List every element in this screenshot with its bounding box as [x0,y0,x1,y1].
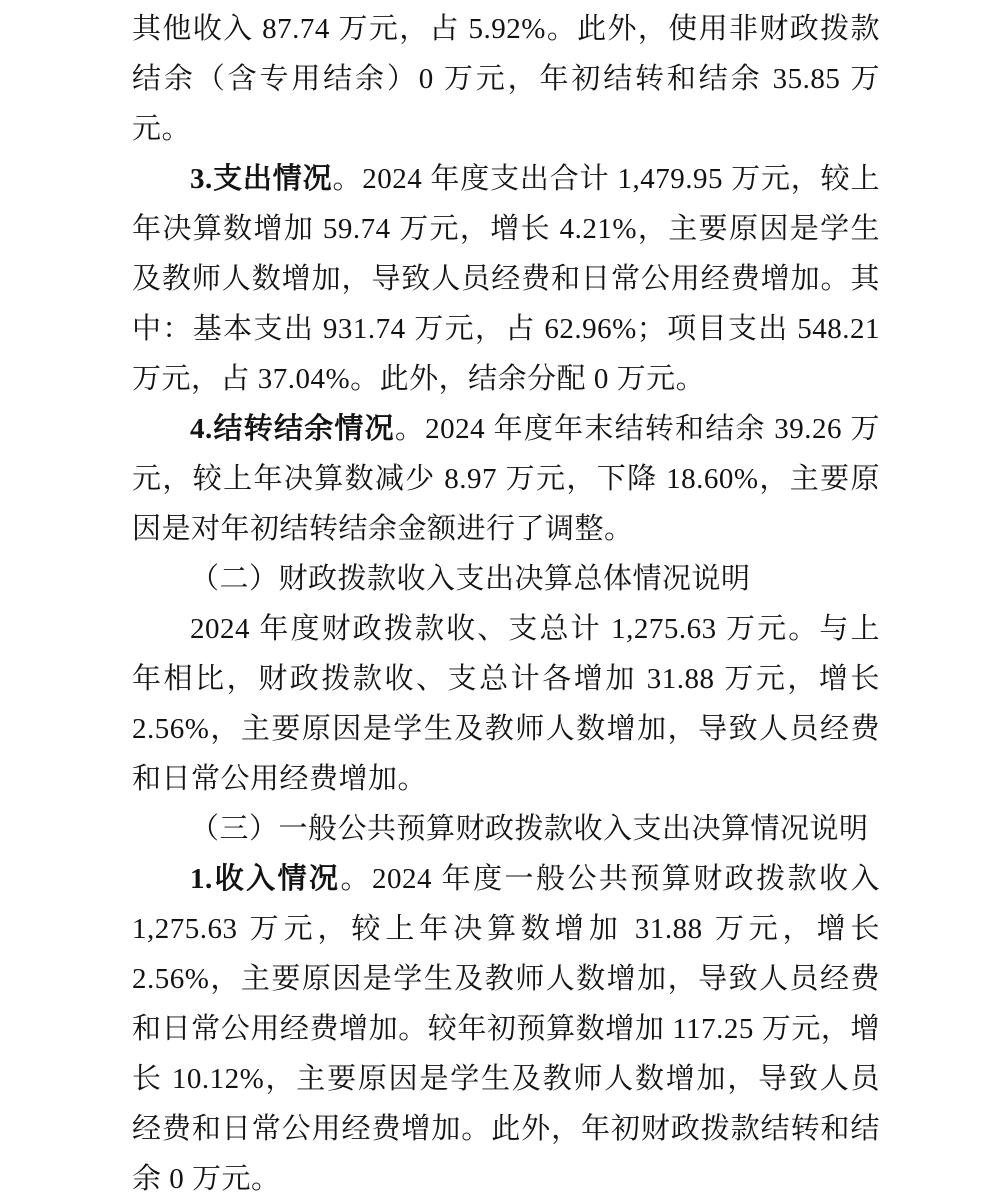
paragraph-text: 2024 年度财政拨款收、支总计 1,275.63 万元。与上年相比，财政拨款收、支总计各增加 31.88 万元，增长 2.56%，主要原因是学生及教师人数增加，导致人员经费和日常公用经费增加。 [132,613,880,795]
para-expenditure-situation [132,154,880,404]
paragraph-text: （三）一般公共预算财政拨款收入支出决算情况说明 [190,813,869,845]
para-fiscal-appropriation-total [132,604,880,804]
paragraph-text: 。2024 年度年末结转和结余 39.26 万元，较上年决算数减少 8.97 万元，下降 18.60%，主要原因是对年初结转结余金额进行了调整。 [132,413,880,545]
paragraph-text: 。2024 年度一般公共预算财政拨款收入 1,275.63 万元，较上年决算数增加 31.88 万元，增长 2.56%，主要原因是学生及教师人数增加，导致人员经费和日常公用经费增加。较年初预算数增加 117.25 万元，增长 10.12%，主要原因是学生及教师人数增加，导致人员经费和日常公用经费增加。此外，年初财政拨款结转和结余 0 万元。 [132,863,880,1195]
paragraph-lead-bold: 1.收入情况 [190,863,341,895]
para-carryover-balance-situation [132,404,880,554]
paragraph-lead-bold: 4.结转结余情况 [190,413,395,445]
paragraph-text: （二）财政拨款收入支出决算总体情况说明 [190,563,751,595]
paragraph-text: 其他收入 87.74 万元，占 5.92%。此外，使用非财政拨款结余（含专用结余）0 万元，年初结转和结余 35.85 万元。 [132,13,880,145]
paragraph-text: 。2024 年度支出合计 1,479.95 万元，较上年决算数增加 59.74 万元，增长 4.21%，主要原因是学生及教师人数增加，导致人员经费和日常公用经费增加。其中：基本支出 931.74 万元，占 62.96%；项目支出 548.21 万元，占 37.04%。此外，结余分配 0 万元。 [132,163,880,395]
para-other-income-carryover [132,4,880,154]
heading-section-2 [132,554,880,604]
document-body [132,4,880,1204]
heading-section-3 [132,804,880,854]
para-income-situation [132,854,880,1204]
paragraph-lead-bold: 3.支出情况 [190,163,333,195]
